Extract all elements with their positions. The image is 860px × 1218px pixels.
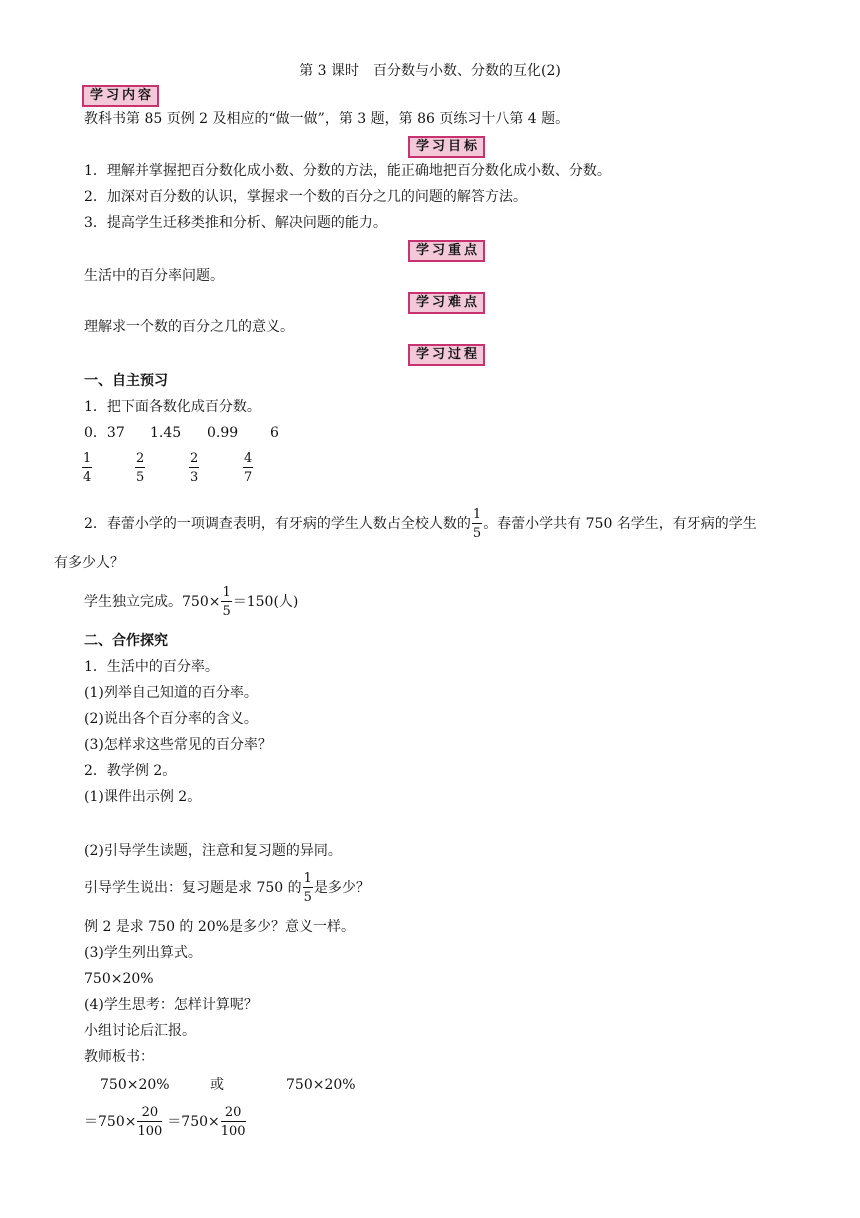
explore-line: (3)学生列出算式。 bbox=[84, 945, 202, 961]
q2-line2: 有多少人？ bbox=[54, 555, 124, 571]
board-left-expression: 750×20% bbox=[100, 1077, 170, 1093]
answer-fraction: $\frac{1}{5}$ bbox=[222, 585, 231, 619]
goal-3: 3．提高学生迁移类推和分析、解决问题的能力。 bbox=[84, 215, 387, 231]
q2-fraction: $\frac{1}{5}$ bbox=[472, 507, 482, 541]
explore-line: (1)列举自己知道的百分率。 bbox=[84, 685, 258, 701]
explore-line: (1)课件出示例 2。 bbox=[84, 789, 202, 805]
decimal-item: 1.45 bbox=[150, 425, 182, 441]
explore-line: (2)说出各个百分率的含义。 bbox=[84, 711, 258, 727]
board-fraction: $\frac{20}{100}$ bbox=[220, 1105, 246, 1139]
content-text: 教科书第 85 页例 2 及相应的“做一做”，第 3 题，第 86 页练习十八第 4 题。 bbox=[84, 111, 570, 127]
decimal-item: 0.99 bbox=[207, 425, 239, 441]
explore-line: 1．生活中的百分率。 bbox=[84, 659, 219, 675]
label-key-points: 学习重点 bbox=[408, 240, 485, 262]
label-difficulty: 学习难点 bbox=[408, 292, 485, 314]
explore-line: 小组讨论后汇报。 bbox=[84, 1023, 196, 1039]
fraction-item: $\frac{2}{3}$ bbox=[190, 451, 199, 485]
explore-line: (4)学生思考：怎样计算呢？ bbox=[84, 997, 258, 1013]
explore-line: 2．教学例 2。 bbox=[84, 763, 177, 779]
decimal-item: 6 bbox=[270, 425, 279, 441]
guide-fraction: $\frac{1}{5}$ bbox=[303, 871, 312, 905]
board-right-expression: 750×20% bbox=[286, 1077, 356, 1093]
goal-2: 2．加深对百分数的认识，掌握求一个数的百分之几的问题的解答方法。 bbox=[84, 189, 527, 205]
page-title: 第 3 课时 百分数与小数、分数的互化(2) bbox=[299, 63, 561, 79]
key-text: 生活中的百分率问题。 bbox=[84, 268, 224, 284]
board-or: 或 bbox=[210, 1077, 224, 1093]
section-heading-preview: 一、自主预习 bbox=[84, 373, 168, 389]
label-learning-content: 学习内容 bbox=[82, 85, 159, 107]
explore-line: 例 2 是求 750 的 20%是多少？意义一样。 bbox=[84, 919, 355, 935]
fraction-item: $\frac{1}{4}$ bbox=[83, 451, 92, 485]
difficulty-text: 理解求一个数的百分之几的意义。 bbox=[84, 319, 294, 335]
fraction-item: $\frac{4}{7}$ bbox=[244, 451, 253, 485]
explore-line: 教师板书： bbox=[84, 1049, 154, 1065]
label-learning-process: 学习过程 bbox=[408, 344, 485, 366]
q1-text: 1．把下面各数化成百分数。 bbox=[84, 399, 261, 415]
guide-say-line: 引导学生说出：复习题是求 750 的 $\frac{1}{5}$ 是多少？ bbox=[84, 871, 370, 905]
q2-text: 2．春蕾小学的一项调查表明，有牙病的学生人数占全校人数的 $\frac{1}{5}$ 。春蕾小学共有 750 名学生，有牙病的学生 bbox=[84, 507, 757, 541]
guide-read-line: (2)引导学生读题，注意和复习题的异同。 bbox=[84, 843, 342, 859]
decimal-item: 0．37 bbox=[84, 425, 125, 441]
fraction-item: $\frac{2}{5}$ bbox=[136, 451, 145, 485]
label-learning-goals: 学习目标 bbox=[408, 136, 485, 158]
goal-1: 1．理解并掌握把百分数化成小数、分数的方法，能正确地把百分数化成小数、分数。 bbox=[84, 163, 611, 179]
board-row2: ＝750× $\frac{20}{100}$ ＝750× $\frac{20}{100}$ bbox=[84, 1105, 246, 1139]
section-heading-explore: 二、合作探究 bbox=[84, 633, 168, 649]
explore-line: 750×20% bbox=[84, 971, 154, 987]
board-fraction: $\frac{20}{100}$ bbox=[137, 1105, 163, 1139]
explore-line: (3)怎样求这些常见的百分率？ bbox=[84, 737, 272, 753]
q2-answer: 学生独立完成。750× $\frac{1}{5}$ ＝150(人) bbox=[84, 585, 299, 619]
